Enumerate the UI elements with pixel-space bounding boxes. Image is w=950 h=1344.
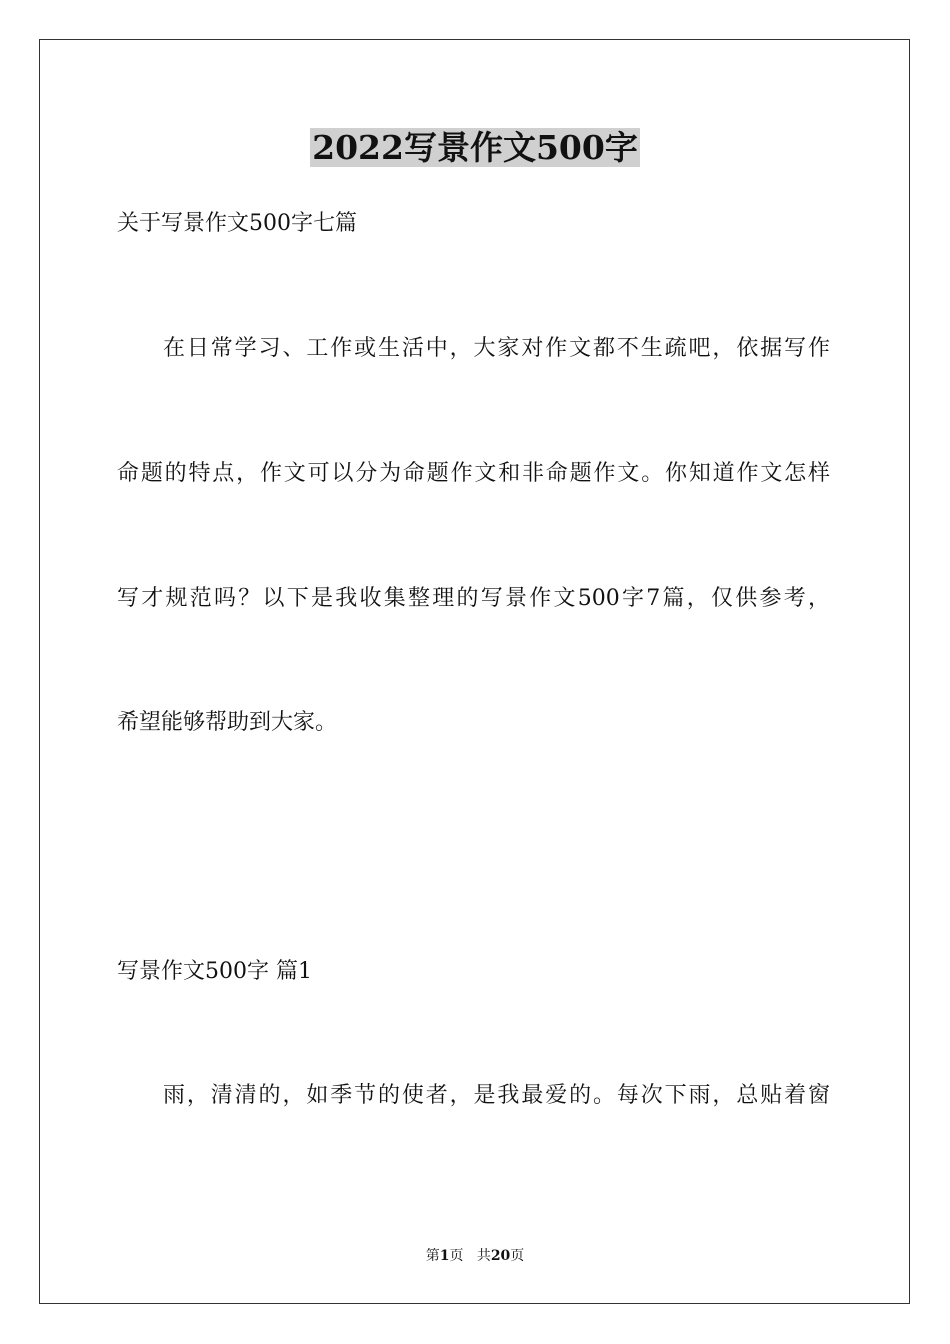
paragraph-line: 写才规范吗？以下是我收集整理的写景作文500字7篇，仅供参考，	[117, 586, 830, 611]
footer-total-pages: 20	[490, 1248, 511, 1264]
paragraph-line: 在日常学习、工作或生活中，大家对作文都不生疏吧，依据写作	[163, 336, 830, 361]
document-title-text: 2022写景作文500字	[312, 128, 638, 167]
paragraph-line: 命题的特点，作文可以分为命题作文和非命题作文。你知道作文怎样	[117, 461, 830, 486]
paragraph-line: 希望能够帮助到大家。	[117, 710, 338, 735]
footer-page-suffix: 页	[449, 1248, 464, 1264]
document-subtitle: 关于写景作文500字七篇	[117, 211, 357, 236]
section-heading: 写景作文500字 篇1	[117, 959, 312, 984]
footer-total-prefix: 共	[476, 1248, 491, 1264]
footer-page-prefix: 第	[425, 1248, 440, 1264]
page-footer	[0, 1247, 950, 1265]
footer-total-suffix: 页	[510, 1248, 525, 1264]
document-title	[0, 126, 950, 170]
paragraph-line: 雨，清清的，如季节的使者，是我最爱的。每次下雨，总贴着窗	[163, 1083, 830, 1108]
footer-page-number: 1	[439, 1248, 450, 1264]
